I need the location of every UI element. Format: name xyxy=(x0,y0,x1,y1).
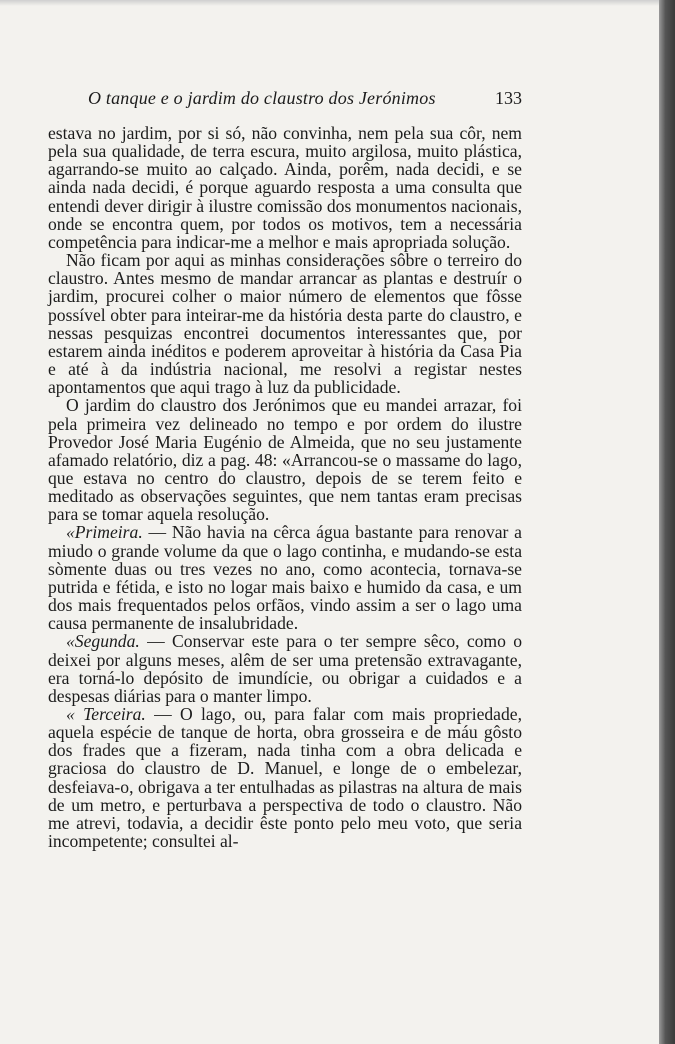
paragraph-text: Não ficam por aqui as minhas considerações sôbre o terreiro do claustro. Antes mesmo de mandar arrancar as plantas e destruír o jardim, procurei colher o maior número de elementos que fôsse possível obter para inteirar-me da história desta parte do claustro, e nessas pesquizas encontrei documentos interessantes que, por estarem ainda inéditos e poderem aproveitar à história da Casa Pia e até à da indústria nacional, me resolvi a registar nestes apontamentos que aqui trago à luz da publicidade. xyxy=(48,250,522,398)
paragraph-6 xyxy=(48,705,522,850)
paragraph-3 xyxy=(48,396,522,523)
paragraph-text: estava no jardim, por si só, não convinha, nem pela sua côr, nem pela sua qualidade, de terra escura, muito argilosa, muito plástica, agarrando-se muito ao calçado. Ainda, porêm, nada decidi, e se ainda nada decidi, é porque aguardo resposta a uma consulta que entendi dever dirigir à ilustre comissão dos monumentos nacionais, onde se encontra quem, por todos os motivos, tem a necessária competência para indicar-me a melhor e mais apropriada solução. xyxy=(48,123,522,252)
paragraph-label: «Segunda. xyxy=(66,631,140,652)
running-title: O tanque e o jardim do claustro dos Jerónimos xyxy=(88,88,436,108)
paragraph-1 xyxy=(48,124,522,251)
paragraph-4 xyxy=(48,523,522,632)
paragraph-label: « Terceira. xyxy=(66,704,146,724)
paragraph-text: — Conservar este para o ter sempre sêco, como o deixei por alguns meses, alêm de ser uma pretensão extravagante, era torná-lo depósito de imundície, ou obrigar a cuidados e a despesas diárias para o manter limpo. xyxy=(48,631,522,706)
paragraph-5 xyxy=(48,632,522,705)
page-top-shadow xyxy=(0,0,675,6)
paragraph-2 xyxy=(48,251,522,396)
paragraph-label: «Primeira. xyxy=(66,522,143,543)
paragraph-text: O jardim do claustro dos Jerónimos que eu mandei arrazar, foi pela primeira vez delineado no tempo e por ordem do ilustre Provedor José Maria Eugénio de Almeida, que no seu justamente afamado relatório, diz a pag. 48: «Arrancou-se o massame do lago, que estava no centro do claustro, depois de se terem feito e meditado as observações seguintes, que nem tantas eram precisas para se tomar aquela resolução. xyxy=(48,395,522,525)
book-edge-shadow xyxy=(659,0,675,1044)
paragraph-text: — Não havia na cêrca água bastante para renovar a miudo o grande volume da que o lago continha, e mudando-se esta sòmente duas ou tres vezes no ano, como acontecia, tornava-se putrida e fétida, e isto no logar mais baixo e humido da casa, e um dos mais frequentados pelos orfãos, vindo assim a ser o lago uma causa permanente de insalubridade. xyxy=(48,522,522,634)
body-text xyxy=(48,124,522,850)
page-number: 133 xyxy=(495,88,522,108)
paragraph-text: — O lago, ou, para falar com mais propriedade, aquela espécie de tanque de horta, obra grosseira e de máu gôsto dos frades que a fizeram, nada tinha com a obra delicada e graciosa do claustro de D. Manuel, e longe de o embelezar, desfeiava-o, obrigava a ter entulhadas as pilastras na altura de mais de um metro, e perturbava a perspectiva de todo o claustro. Não me atrevi, todavia, a decidir êste ponto pelo meu voto, que seria incompetente; consultei al- xyxy=(48,704,522,852)
